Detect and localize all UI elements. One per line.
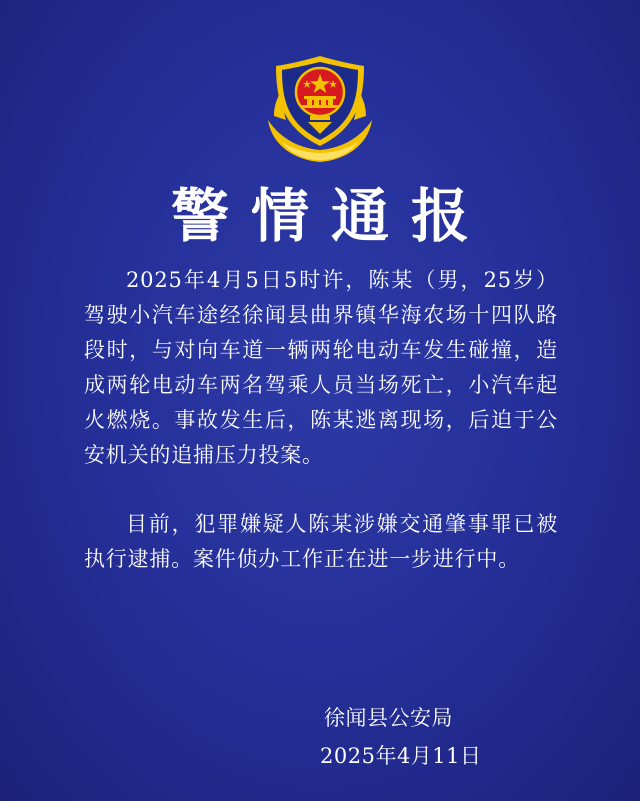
notice-paragraph-2: 目前，犯罪嫌疑人陈某涉嫌交通肇事罪已被执行逮捕。案件侦办工作正在进一步进行中。 — [84, 512, 558, 571]
signature-date: 2025年4月11日 — [320, 744, 482, 768]
police-badge-icon — [260, 50, 380, 168]
notice-title: 警情通报 — [170, 182, 491, 250]
notice-paragraph-1: 2025年4月5日5时许，陈某（男，25岁）驾驶小汽车途经徐闻县曲界镇华海农场十四队路段时，与对向车道一辆两轮电动车发生碰撞，造成两轮电动车两名驾乘人员当场死亡，小汽车起火燃烧。事故发生后，陈某逃离现场，后迫于公安机关的追捕压力投案。 — [84, 268, 558, 467]
signature-organization: 徐闻县公安局 — [324, 706, 453, 730]
